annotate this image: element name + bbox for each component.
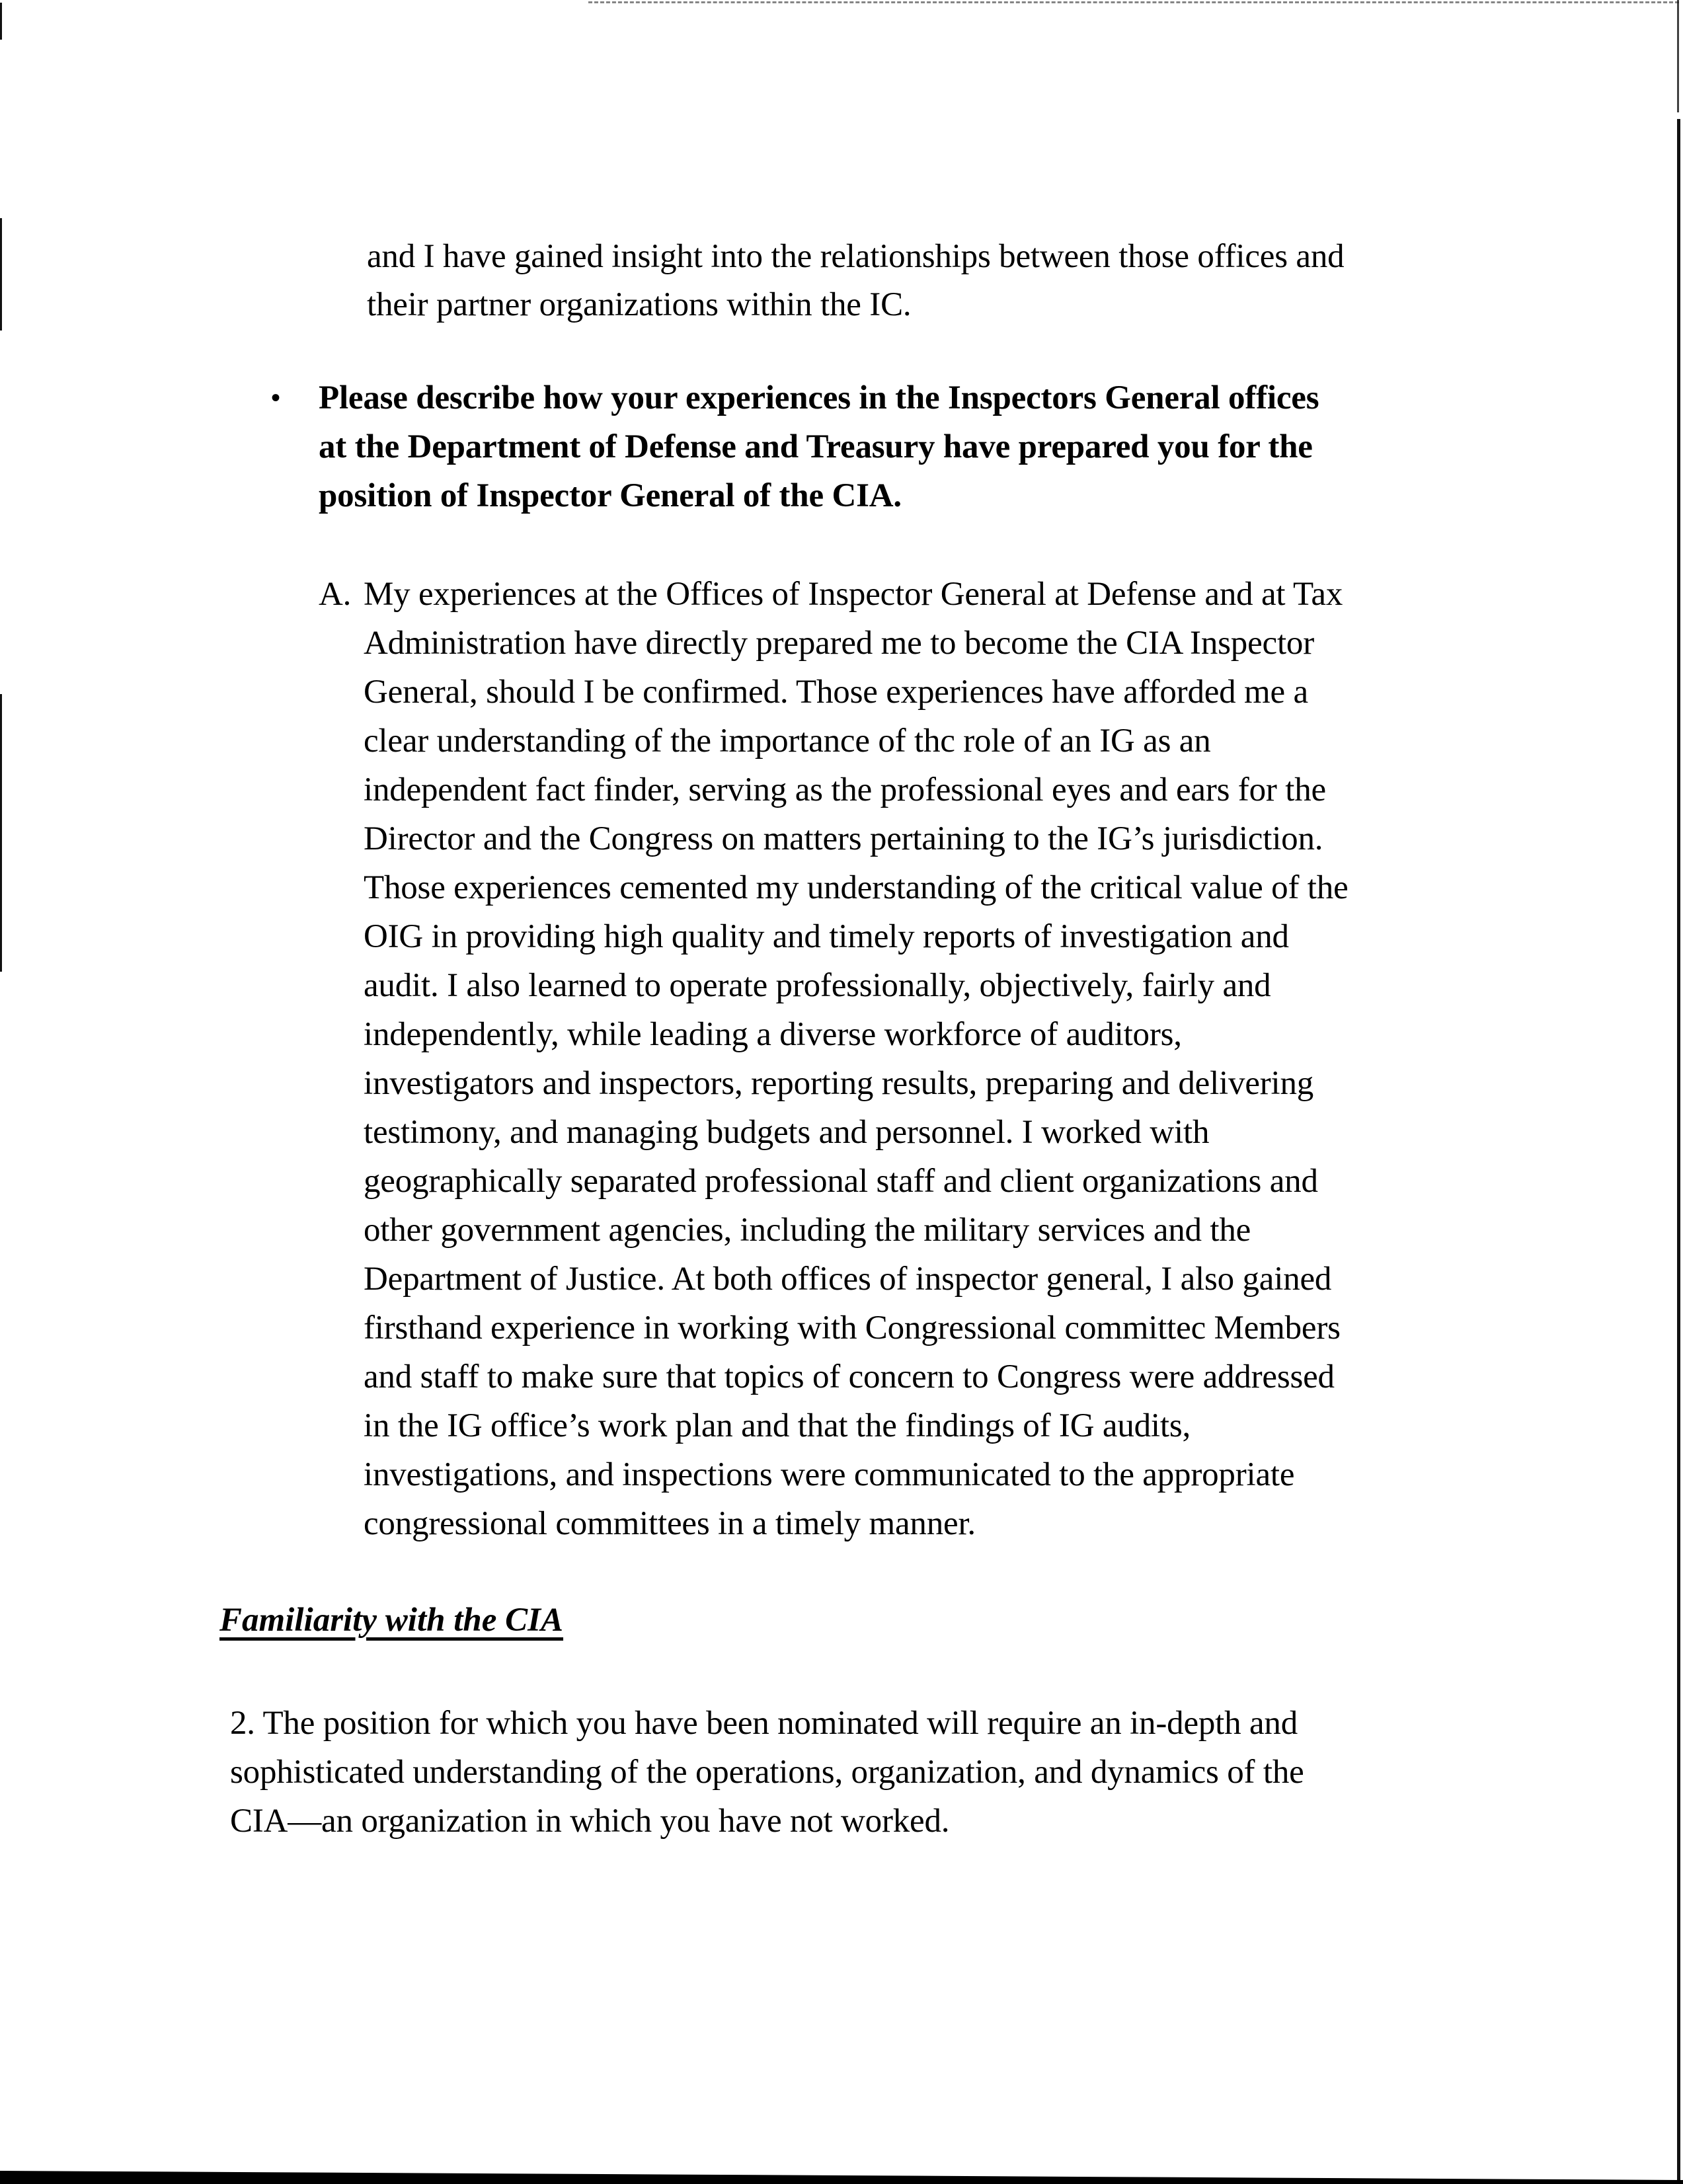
answer-line: independent fact finder, serving as the professional eyes and ears for the bbox=[364, 771, 1326, 808]
question-line: Please describe how your experiences in the Inspectors General offices bbox=[319, 379, 1319, 416]
scan-edge-bottom bbox=[0, 2171, 1683, 2184]
answer-line: Those experiences cemented my understanding of the critical value of the bbox=[364, 869, 1349, 906]
answer-label: A. bbox=[319, 576, 352, 613]
bullet-icon: • bbox=[271, 383, 281, 412]
answer-line: testimony, and managing budgets and personnel. I worked with bbox=[364, 1114, 1210, 1151]
answer-line: clear understanding of the importance of thc role of an IG as an bbox=[364, 722, 1211, 760]
answer-line: General, should I be confirmed. Those experiences have afforded me a bbox=[364, 674, 1308, 711]
answer-line: Director and the Congress on matters pertaining to the IG’s jurisdiction. bbox=[364, 820, 1323, 857]
answer-line: audit. I also learned to operate professionally, objectively, fairly and bbox=[364, 967, 1271, 1004]
question-line: position of Inspector General of the CIA. bbox=[319, 477, 902, 514]
answer-line: investigators and inspectors, reporting results, preparing and delivering bbox=[364, 1065, 1314, 1102]
text-line: their partner organizations within the IC. bbox=[367, 286, 912, 323]
answer-line: Administration have directly prepared me to become the CIA Inspector bbox=[364, 625, 1315, 662]
answer-line: My experiences at the Offices of Inspector General at Defense and at Tax bbox=[364, 576, 1343, 613]
question-line: at the Department of Defense and Treasury have prepared you for the bbox=[319, 428, 1313, 465]
answer-line: Department of Justice. At both offices of inspector general, I also gained bbox=[364, 1261, 1332, 1298]
answer-line: firsthand experience in working with Congressional committec Members bbox=[364, 1309, 1341, 1346]
answer-line: other government agencies, including the military services and the bbox=[364, 1212, 1251, 1249]
scan-edge-left bbox=[0, 694, 2, 972]
section-heading: Familiarity with the CIA bbox=[219, 1602, 564, 1639]
scan-edge-right-top bbox=[1677, 0, 1679, 112]
scan-edge-left bbox=[0, 3, 2, 40]
scan-edge-left bbox=[0, 218, 2, 331]
answer-line: OIG in providing high quality and timely reports of investigation and bbox=[364, 918, 1289, 955]
scan-edge-right bbox=[1677, 119, 1680, 2184]
question-2-line: 2. The position for which you have been nominated will require an in-depth and bbox=[230, 1705, 1298, 1742]
question-2-line: CIA—an organization in which you have not worked. bbox=[230, 1803, 950, 1840]
answer-line: independently, while leading a diverse workforce of auditors, bbox=[364, 1016, 1182, 1053]
scan-edge-top bbox=[588, 1, 1679, 5]
question-2-line: sophisticated understanding of the operations, organization, and dynamics of the bbox=[230, 1754, 1304, 1791]
answer-line: geographically separated professional staff and client organizations and bbox=[364, 1163, 1318, 1200]
answer-line: and staff to make sure that topics of concern to Congress were addressed bbox=[364, 1358, 1335, 1395]
answer-line: in the IG office’s work plan and that the findings of IG audits, bbox=[364, 1407, 1191, 1444]
answer-line: congressional committees in a timely manner. bbox=[364, 1505, 976, 1542]
text-line: and I have gained insight into the relationships between those offices and bbox=[367, 238, 1345, 275]
answer-line: investigations, and inspections were communicated to the appropriate bbox=[364, 1456, 1295, 1493]
